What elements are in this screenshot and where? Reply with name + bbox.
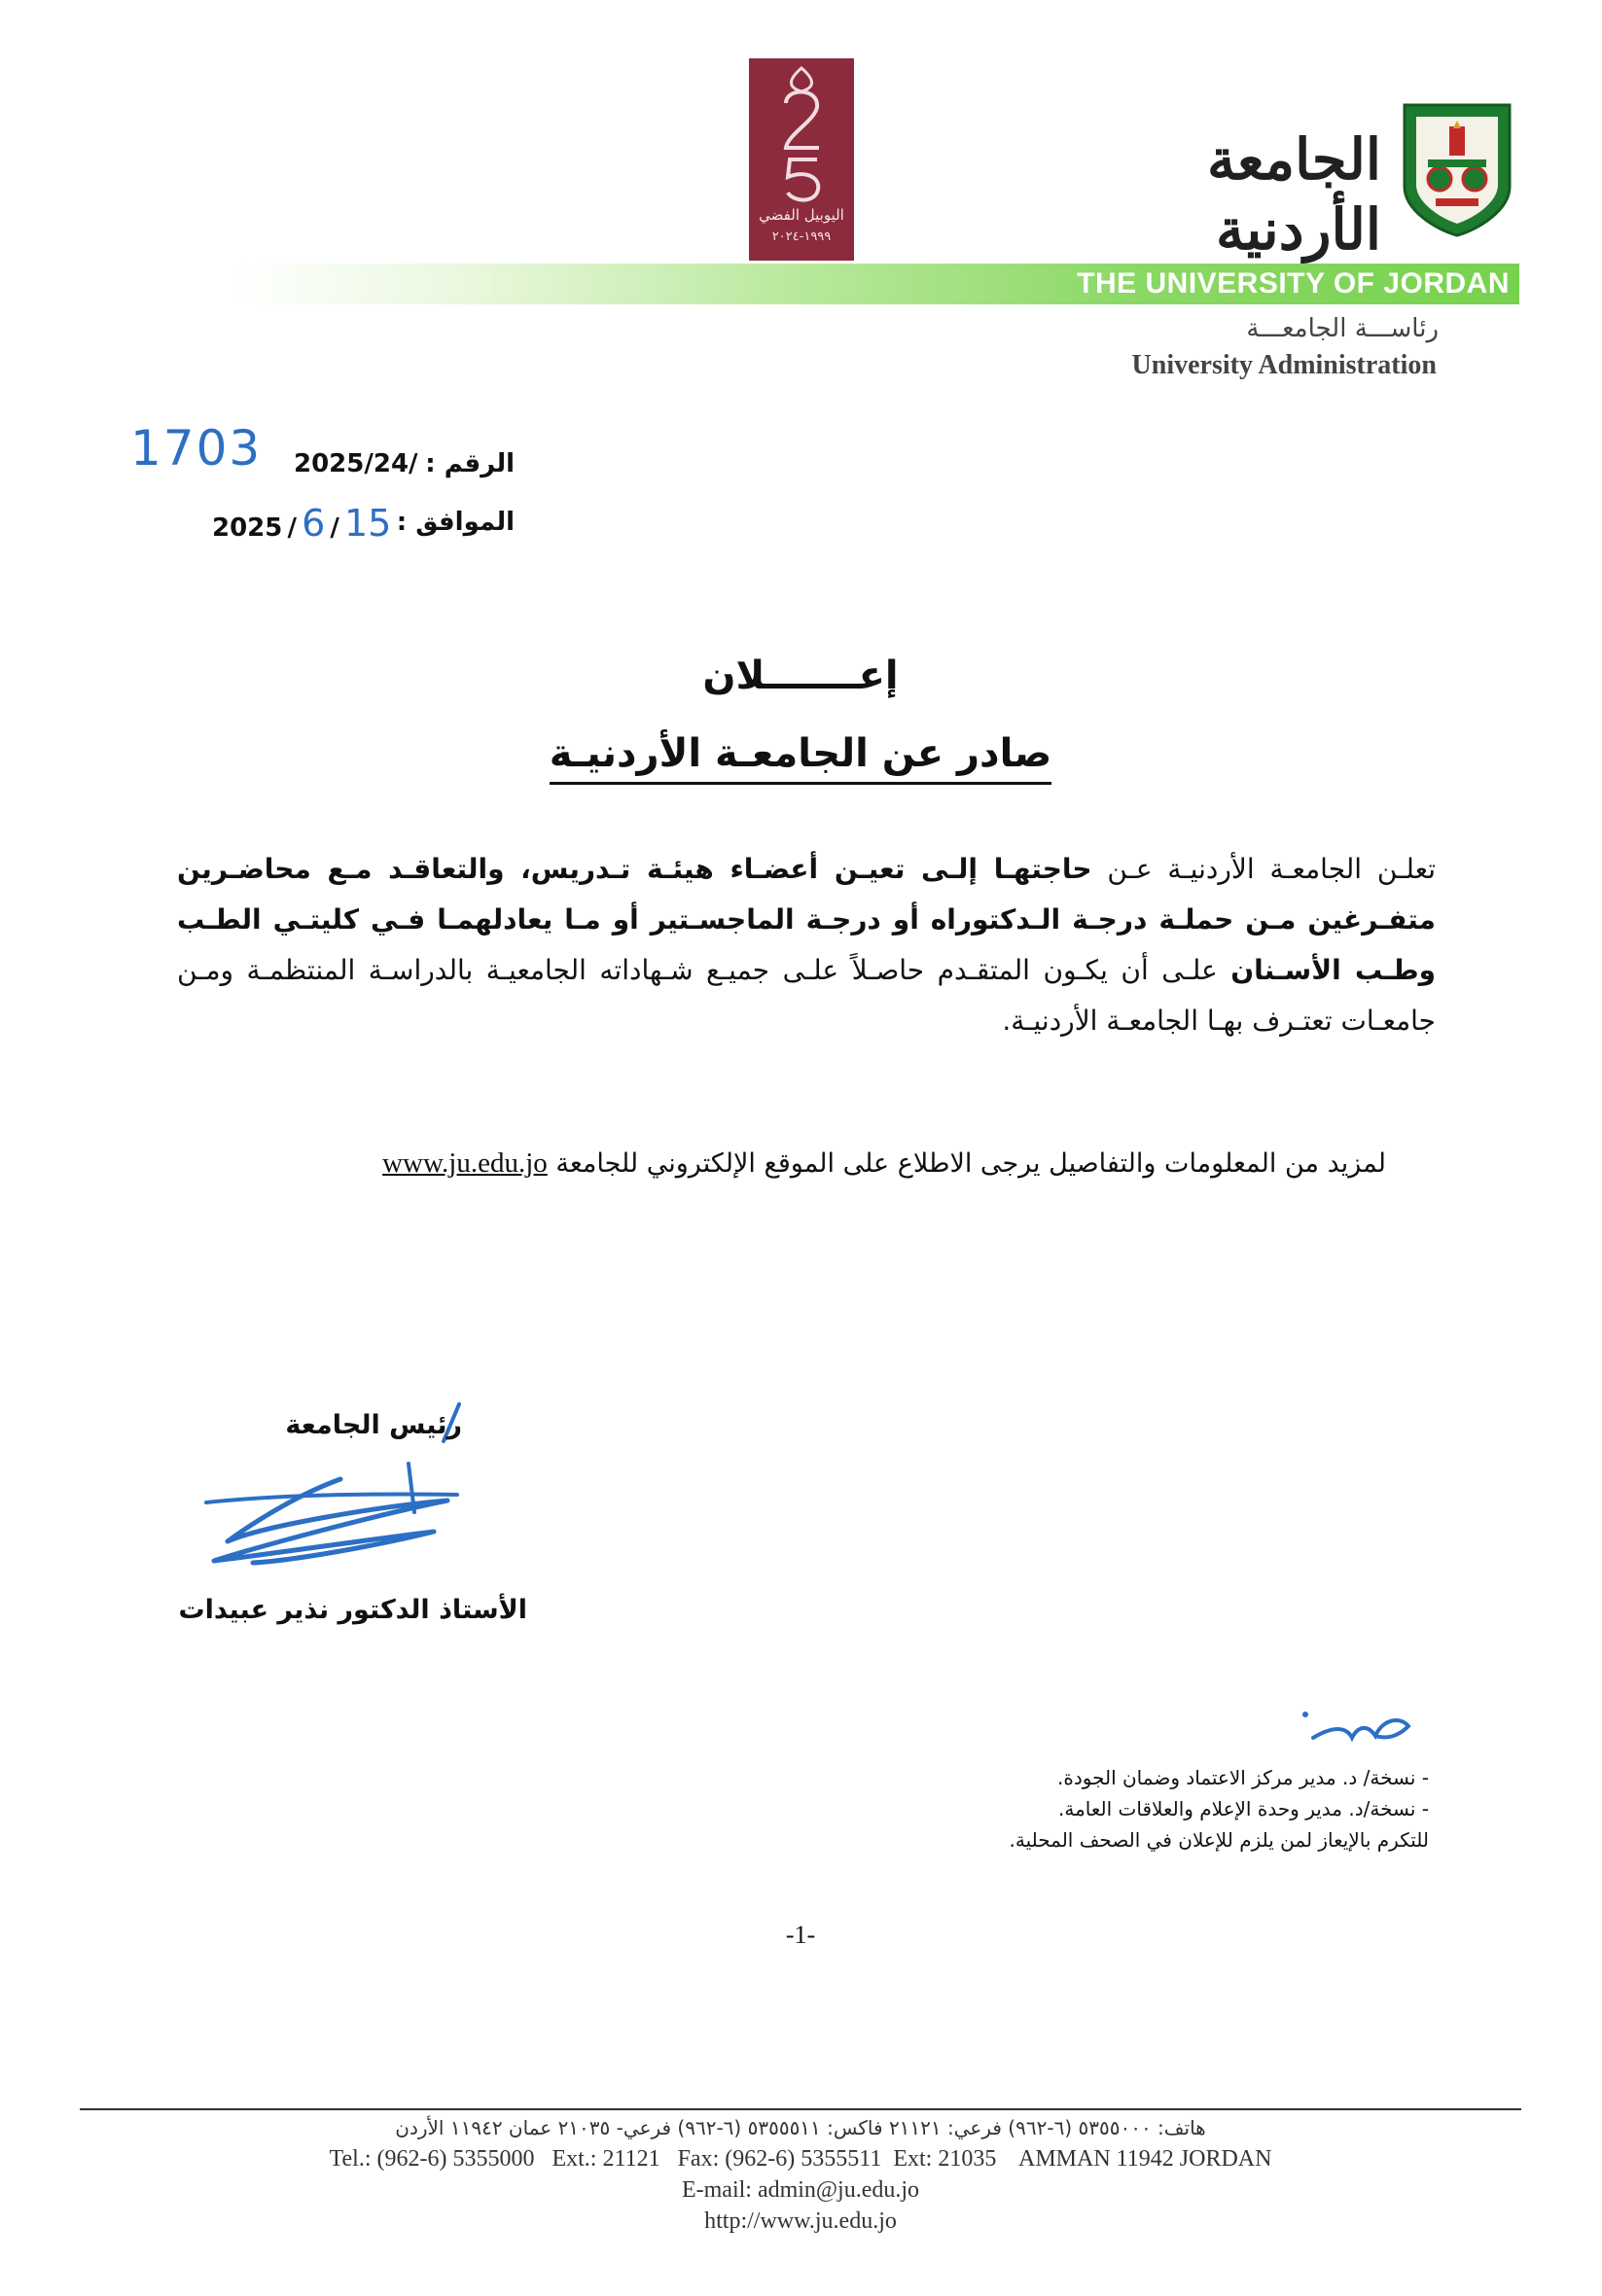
signature-title: رئيس الجامعة bbox=[285, 1410, 462, 1440]
date-separator: / bbox=[330, 513, 339, 543]
jubilee-emblem-icon bbox=[749, 58, 854, 204]
copy-line: للتكرم بالإيعاز لمن يلزم للإعلان في الصحف المحلية. bbox=[1009, 1828, 1429, 1852]
university-name-english: THE UNIVERSITY OF JORDAN bbox=[1077, 267, 1510, 300]
announcement-subtitle bbox=[509, 731, 1092, 776]
copy-line: - نسخة/د. مدير وحدة الإعلام والعلاقات العامة. bbox=[1058, 1797, 1429, 1820]
body-text-part2: علـى أن يكـون المتقـدم حاصـلاً علـى جميـع شـهاداته الجامعيـة بالدراسـة المنتظمـة ومـن جامعـات تعتـرف بهـا الجامعـة الأردنيـة. bbox=[177, 954, 1436, 1037]
website-link[interactable]: www.ju.edu.jo bbox=[382, 1148, 548, 1179]
date-day: 15 bbox=[343, 502, 392, 545]
more-info-text: لمزيد من المعلومات والتفاصيل يرجى الاطلاع على الموقع الإلكتروني للجامعة bbox=[555, 1148, 1386, 1179]
initials-icon bbox=[1294, 1697, 1430, 1755]
reference-number-label: الرقم : bbox=[425, 449, 515, 478]
department-arabic: رئاســـة الجامعـــة bbox=[1246, 314, 1439, 343]
date-label: الموافق : bbox=[396, 508, 515, 537]
footer-email[interactable]: E-mail: admin@ju.edu.jo bbox=[681, 2177, 920, 2203]
date-value bbox=[212, 502, 391, 545]
university-crest-icon bbox=[1401, 101, 1513, 237]
announcement-subtitle-text: صادر عن الجامعـة الأردنيـة bbox=[550, 731, 1052, 785]
reference-number-value: 2025/24/ bbox=[294, 449, 418, 478]
footer-divider bbox=[80, 2108, 1521, 2110]
date-separator: / bbox=[287, 513, 297, 543]
signature-icon bbox=[204, 1444, 467, 1590]
footer-contact-english: Tel.: (962-6) 5355000 Ext.: 21121 Fax: (962-6) 5355511 Ext: 21035 AMMAN 11942 JORDAN bbox=[329, 2146, 1272, 2172]
footer bbox=[80, 2112, 1521, 2237]
footer-contact-arabic: هاتف: ٥٣٥٥٠٠٠ (٦-٩٦٢) فرعي: ٢١١٢١ فاكس: ٥٣٥٥٥١١ (٦-٩٦٢) فرعي- ٢١٠٣٥ عمان ١١٩٤٢ الأردن bbox=[395, 2116, 1206, 2139]
date-year: 2025 bbox=[212, 513, 283, 543]
page-number: -1- bbox=[785, 1921, 816, 1949]
jubilee-logo bbox=[749, 58, 854, 261]
body-text-part1: تعلـن الجامعـة الأردنيـة عـن bbox=[1091, 853, 1436, 885]
announcement-title: إعـــــــلان bbox=[702, 653, 899, 698]
date-month: 6 bbox=[302, 502, 326, 545]
university-crest bbox=[1401, 101, 1513, 237]
more-info-line bbox=[253, 1148, 1386, 1180]
signatory-name: الأستاذ الدكتور نذير عبيدات bbox=[178, 1595, 527, 1625]
university-name-arabic: الجامعة الأردنية bbox=[1206, 126, 1381, 263]
jubilee-caption: اليوبيل الفضي bbox=[759, 206, 844, 224]
handwritten-reference-number: 1703 bbox=[130, 420, 263, 477]
handwritten-initials bbox=[1294, 1697, 1430, 1759]
signature-scribble bbox=[204, 1444, 467, 1594]
jubilee-years: ١٩٩٩-٢٠٢٤ bbox=[771, 230, 832, 244]
copy-line: - نسخة/ د. مدير مركز الاعتماد وضمان الجودة. bbox=[1057, 1766, 1429, 1789]
announcement-body bbox=[177, 844, 1436, 1046]
body-text-bold: حاجتهـا إلـى تعيـن أعضـاء هيئـة تـدريس، والتعاقـد مـع محاضـرين متفـرغين مـن حملـة درجـة الـدكتوراه أو درجـة الماجسـتير أو مـا يعادلهمـا فـي كليتـي الطـب وطـب الأسـنان bbox=[177, 853, 1436, 986]
footer-website[interactable]: http://www.ju.edu.jo bbox=[704, 2208, 897, 2234]
department-english: University Administration bbox=[1131, 350, 1437, 380]
copies-list bbox=[748, 1762, 1429, 1855]
